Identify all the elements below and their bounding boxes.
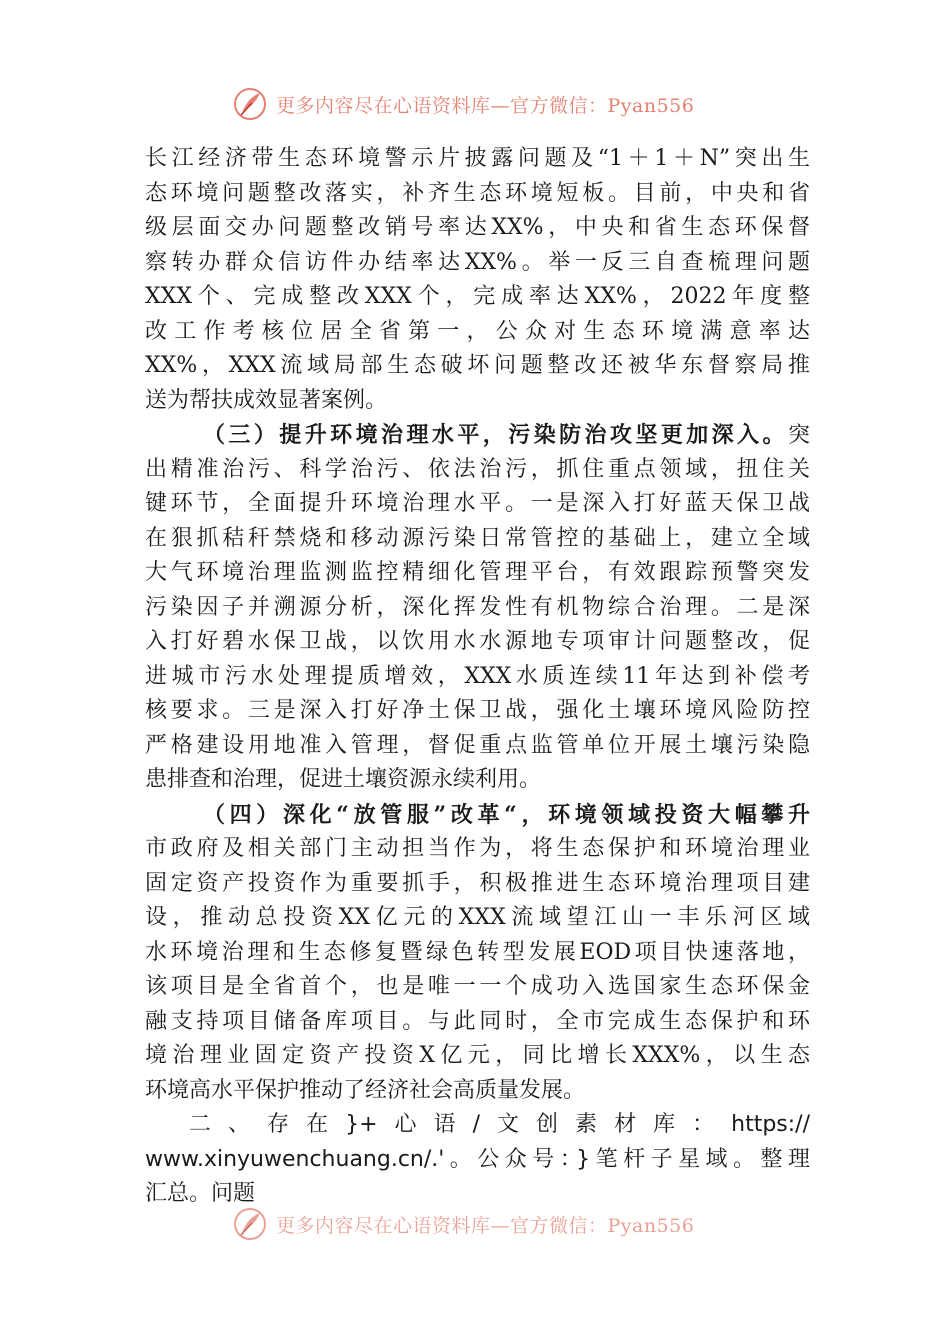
text-line: 境治理业固定资产投资X亿元，同比增长XXX%，以生态 xyxy=(145,1043,810,1068)
text-line: 出精准治污、科学治污、依法治污，抓住重点领域，扭住关 xyxy=(145,456,810,482)
text-line: 态环境问题整改落实，补齐生态环境短板。目前，中央和省 xyxy=(145,180,810,206)
text-line: 察转办群众信访件办结率达XX%。举一反三自查梳理问题 xyxy=(145,249,810,275)
text-line: 级层面交办问题整改销号率达XX%，中央和省生态环保督 xyxy=(145,215,810,240)
text-line: 改工作考核位居全省第一，公众对生态环境满意率达 xyxy=(145,318,810,344)
text-line: 设，推动总投资XX亿元的XXX流域望江山一丰乐河区域 xyxy=(145,905,810,930)
text-line: 严格建设用地准入管理，督促重点监管单位开展土壤污染隐 xyxy=(145,732,810,758)
text-line: 在狠抓秸秆禁烧和移动源污染日常管控的基础上，建立全域 xyxy=(145,525,810,551)
text-line: XX%，XXX流域局部生态破坏问题整改还被华东督察局推 xyxy=(145,353,810,378)
section-heading-three xyxy=(145,418,810,453)
text-line: www.xinyuwenchuang.cn/.'。公众号：}笔杆子星域。整理 xyxy=(145,1146,810,1172)
text-line: 患排查和治理，促进土壤资源永续利用。 xyxy=(145,767,542,792)
feather-quill-logo-icon xyxy=(232,86,268,122)
banner-text: 更多内容尽在心语资料库—官方微信：Pyan556 xyxy=(276,94,695,117)
text-line: 融支持项目储备库项目。与此同时，全市完成生态保护和环 xyxy=(145,1008,810,1034)
text-line: 环境高水平保护推动了经济社会高质量发展。 xyxy=(145,1077,586,1103)
heading-tail: 突 xyxy=(787,423,810,448)
text-line: 固定资产投资作为重要抓手，积极推进生态环境治理项目建 xyxy=(145,870,810,896)
footer-watermark-banner xyxy=(232,1206,694,1242)
text-line: 污染因子并溯源分析，深化挥发性有机物综合治理。二是深 xyxy=(145,594,810,620)
text-line: 汇总。问题 xyxy=(145,1181,256,1206)
header-watermark-banner xyxy=(232,86,694,122)
text-line: 进城市污水处理提质增效，XXX水质连续11年达到补偿考 xyxy=(145,663,810,689)
feather-quill-logo-icon xyxy=(232,1206,268,1242)
heading-text: （三）提升环境治理水平，污染防治攻坚更加深入。 xyxy=(203,422,788,448)
text-line: XXX个、完成整改XXX个，完成率达XX%，2022年度整 xyxy=(145,284,810,309)
text-line: 送为帮扶成效显著案例。 xyxy=(145,387,388,413)
text-line: 市政府及相关部门主动担当作为，将生态保护和环境治理业 xyxy=(145,836,810,861)
text-line: 该项目是全省首个，也是唯一一个成功入选国家生态环保金 xyxy=(145,974,810,999)
section-heading-four: （四）深化“放管服”改革“，环境领域投资大幅攀升 xyxy=(203,801,810,828)
text-line: 水环境治理和生态修复暨绿色转型发展EOD项目快速落地， xyxy=(145,939,810,965)
text-line: 大气环境治理监测监控精细化管理平台，有效跟踪预警突发 xyxy=(145,560,810,585)
text-line: 长江经济带生态环境警示片披露问题及“1＋1＋N”突出生 xyxy=(145,146,810,171)
document-body xyxy=(145,142,810,1212)
text-line: 键环节，全面提升环境治理水平。一是深入打好蓝天保卫战 xyxy=(145,491,810,516)
text-line: 核要求。三是深入打好净土保卫战，强化土壤环境风险防控 xyxy=(145,698,810,723)
banner-text: 更多内容尽在心语资料库—官方微信：Pyan556 xyxy=(276,1214,695,1237)
text-line: 入打好碧水保卫战，以饮用水水源地专项审计问题整改，促 xyxy=(145,629,810,654)
section-heading-two: 二、存在}+心语/文创素材库：https:// xyxy=(189,1112,810,1137)
